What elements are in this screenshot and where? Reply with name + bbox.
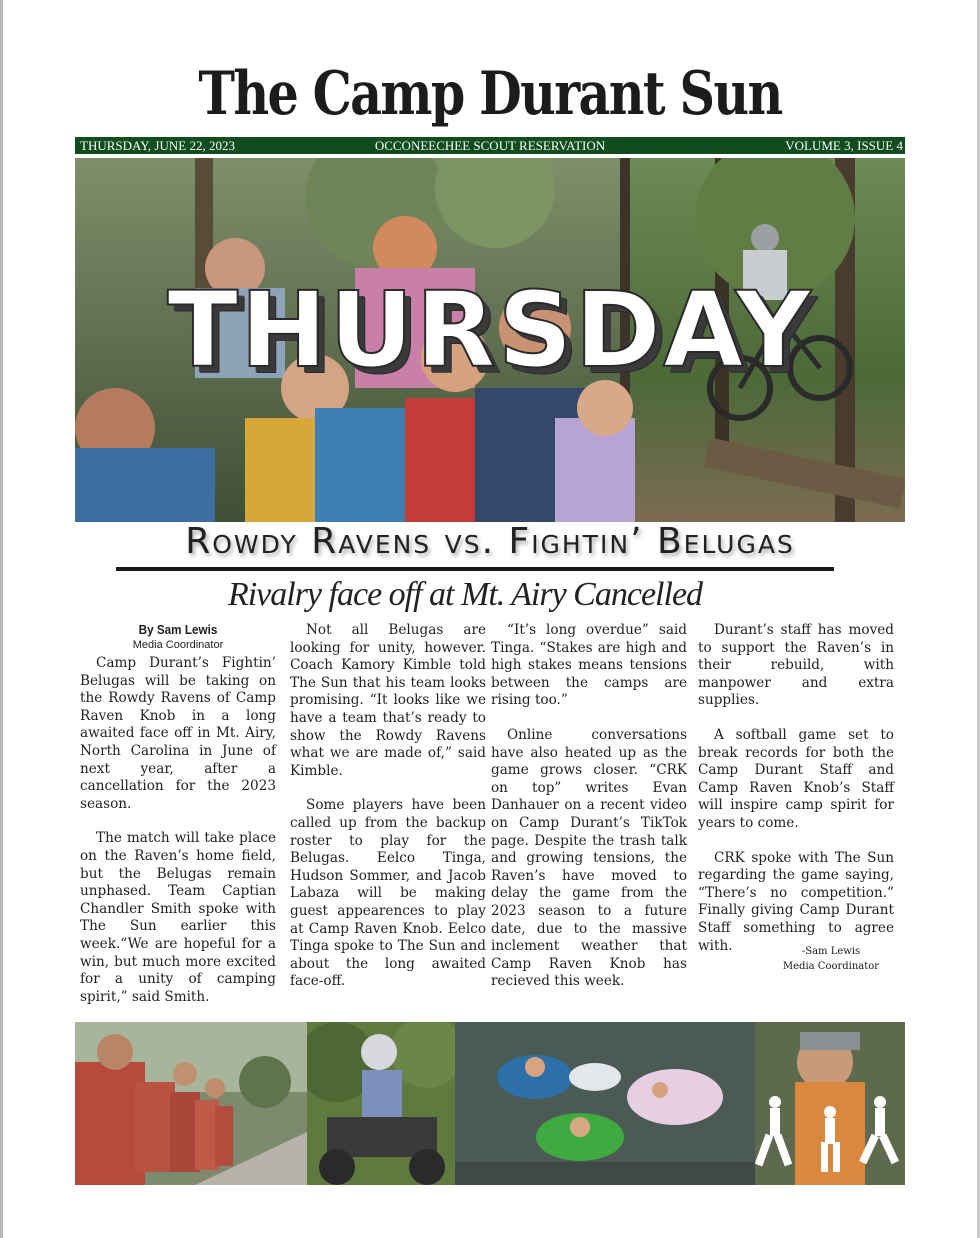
article-column-2 [290,622,486,1008]
article-column-1 [80,622,276,1023]
article-signoff [776,944,886,974]
page-edge [0,0,3,1238]
article-subhead: Rivalry face off at Mt. Airy Cancelled [227,576,703,613]
article-paragraph: CRK spoke with The Sun regarding the game saying, “There’s no competition.” Finally giving Camp Durant Staff something to agree with. [698,849,894,954]
camper-with-silhouettes-photo [755,1022,905,1185]
newspaper-masthead: The Camp Durant Sun [198,59,782,129]
article-paragraph: Not all Belugas are looking for unity, however. Coach Kamory Kimble told The Sun that his team looks promising. “It looks like we have a team that’s ready to show the Rowdy Ravens what we are made of,” said Kimble. [290,622,486,779]
article-headline: Rowdy Ravens vs. Fightin’ Belugas [185,521,795,562]
article-paragraph: Some players have been called up from the backup roster to play for the Belugas. Eelco Tinga, Hudson Sommer, and Jacob Labaza will be making guest appearences to play at Camp Raven Knob. Eelco Tinga spoke to The Sun and about the long awaited face-off. [290,797,486,990]
signoff-role: Media Coordinator [782,961,880,972]
article-column-4 [698,622,894,972]
article-paragraph: “It’s long overdue” said Tinga. “Stakes are high and high stakes means tensions between the camps are rising too.” [491,622,687,709]
article-paragraph: Camp Durant’s Fightin’ Belugas will be taking on the Rowdy Ravens of Camp Raven Knob in a long awaited face off in Mt. Airy, North Carolina in June of next year, after a cancellation for the 2023 season. [80,655,276,812]
headline-rule [116,567,834,571]
article-paragraph: Online conversations have also heated up as the game grows closer. “CRK on top” writes Evan Danhauer on a recent video on Camp Durant’s TikTok page. Despite the trash talk and growing tensions, the Raven’s have moved to delay the game from the 2023 season to a future date, due to the massive inclement weather that Camp Raven Knob has recieved this week. [491,726,687,990]
hero-photo [75,158,905,522]
byline-role: Media Coordinator [132,639,224,651]
photo-strip [75,1022,905,1185]
pool-floats-photo [455,1022,755,1185]
article-paragraph: A softball game set to break records for both the Camp Durant Staff and Camp Raven Knob’s Staff will inspire camp spirit for years to come. [698,726,894,831]
article-paragraph: Durant’s staff has moved to support the Raven’s in their rebuild, with manpower and extra supplies. [698,622,894,709]
article-column-3 [491,622,687,1008]
dateline-bar [75,137,905,154]
dateline-date: THURSDAY, JUNE 22, 2023 [80,138,235,153]
article-paragraph: The match will take place on the Raven’s home field, but the Belugas remain unphased. Team Captian Chandler Smith spoke with The Sun earlier this week.“We are hopeful for a win, but much more excited for a unity of camping spirit,” said Smith. [80,830,276,1005]
atv-rider-photo [307,1022,455,1185]
dateline-place: OCCONEECHEE SCOUT RESERVATION [374,138,606,153]
dateline-volume: VOLUME 3, ISSUE 4 [785,138,903,153]
byline-name: By Sam Lewis [138,622,218,637]
scouts-lined-up-photo [75,1022,307,1185]
hero-day-title: THURSDAY [167,269,813,391]
signoff-name: -Sam Lewis [801,946,861,957]
